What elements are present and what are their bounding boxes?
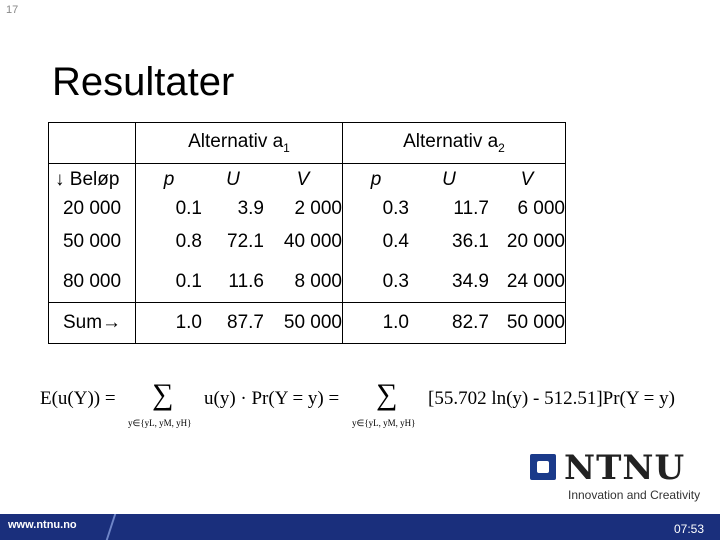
sum-row — [49, 303, 566, 344]
cell: 50 000 — [489, 303, 566, 344]
logo-name: NTNU — [564, 448, 686, 488]
col-u-1: U — [202, 164, 264, 197]
col-p-1: p — [136, 164, 203, 197]
cell: 24 000 — [489, 262, 566, 303]
alt2-header: Alternativ $a_2$ — [343, 123, 566, 164]
cell: 0.1 — [136, 196, 203, 222]
cell: 1.0 — [343, 303, 410, 344]
slide-number: 17 — [6, 4, 19, 16]
cell: 8 000 — [294, 271, 342, 292]
col-u-2: U — [409, 164, 489, 197]
formula-middle: u(y) · Pr(Y = y) = — [204, 388, 340, 409]
formula-lhs: E(u(Y)) = — [40, 388, 116, 409]
logo-tagline: Innovation and Creativity — [568, 488, 701, 502]
cell: 0.3 — [343, 262, 410, 303]
slide-title: Resultater — [52, 60, 235, 104]
cell: 72.1 — [227, 231, 264, 252]
table-row — [49, 222, 566, 262]
cell: 1.0 — [136, 303, 203, 344]
sum-label: Sum→ — [49, 303, 136, 344]
footer-time: 07:53 — [673, 522, 704, 536]
cell: 0.8 — [136, 222, 203, 262]
col-v-1: V — [264, 164, 343, 197]
cell: 3.9 — [237, 198, 264, 219]
cell: 34.9 — [452, 271, 489, 292]
cell: 11.7 — [453, 198, 489, 219]
row-amount: 20 000 — [49, 196, 136, 222]
cell: 87.7 — [202, 303, 264, 344]
footer-swoosh-decoration — [106, 514, 124, 540]
cell: 82.7 — [409, 303, 489, 344]
cell: 50 000 — [264, 303, 343, 344]
ntnu-logo-icon — [530, 454, 556, 480]
col-p-2: p — [343, 164, 410, 197]
cell: 0.4 — [343, 222, 410, 262]
sum-index-2: y∈{yL, yM, yH} — [352, 418, 416, 428]
table-row — [49, 262, 566, 303]
row-amount: 50 000 — [49, 222, 136, 262]
col-v-2: V — [489, 164, 566, 197]
footer-bar — [0, 514, 720, 540]
sum-index-1: y∈{yL, yM, yH} — [128, 418, 192, 428]
row-amount: 80 000 — [49, 262, 136, 303]
alt1-header: Alternativ $a_1$ — [136, 123, 343, 164]
cell: 40 000 — [283, 231, 342, 252]
cell: 6 000 — [489, 196, 566, 222]
cell: 0.1 — [136, 262, 203, 303]
footer-url[interactable]: www.ntnu.no — [8, 519, 77, 531]
formula-rhs: [55.702 ln(y) - 512.51]Pr(Y = y) — [428, 388, 675, 409]
sum-symbol-1: ∑ — [152, 378, 174, 411]
amount-column-label: ↓ Beløp — [49, 164, 136, 197]
results-table — [48, 122, 566, 344]
cell: 2 000 — [294, 198, 342, 219]
sum-symbol-2: ∑ — [376, 378, 398, 411]
cell: 36.1 — [452, 231, 489, 252]
cell: 0.3 — [343, 196, 410, 222]
cell: 11.6 — [228, 271, 264, 292]
table-row — [49, 196, 566, 222]
cell: 20 000 — [489, 222, 566, 262]
